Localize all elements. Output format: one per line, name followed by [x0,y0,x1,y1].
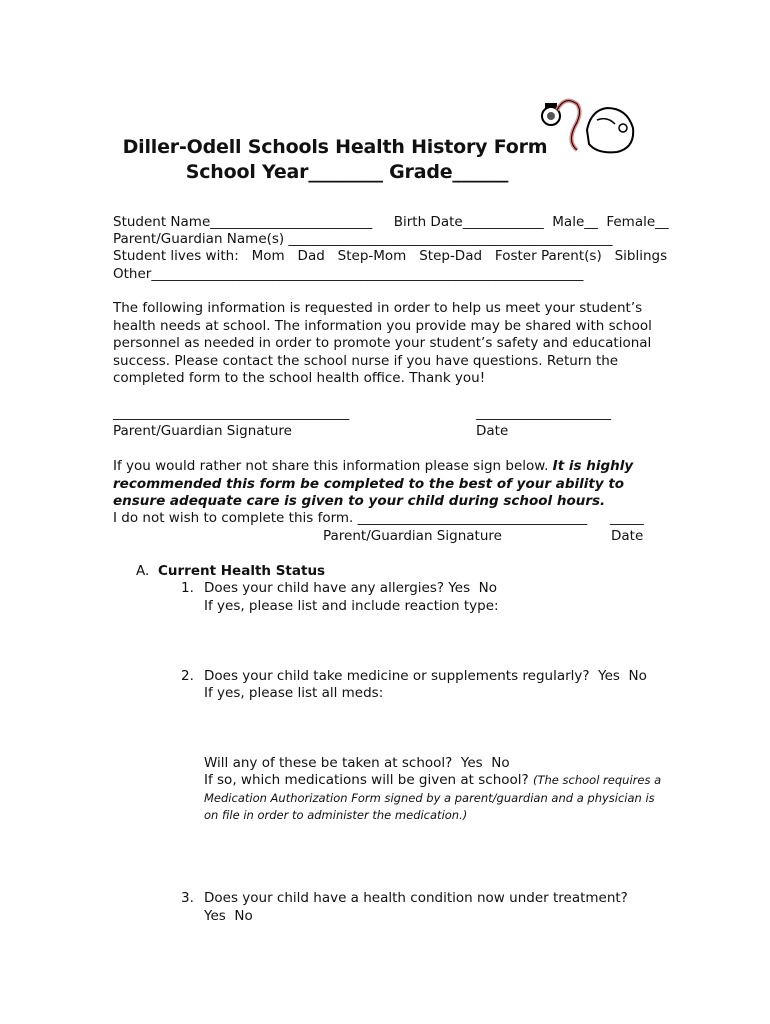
lives-with-line: Student lives with: Mom Dad Step-Mom Step-Dad Foster Parent(s) Siblings [113,248,668,264]
signature-line: ___________________________________ [113,405,350,421]
q2-number: 2. [181,668,194,684]
other-line: Other________________________________________________________________ [113,266,584,282]
q2-medication-note: (The school requires a Medication Authorization Form signed by a parent/guardian and a physician is on file in order to administer the medication.) [204,773,662,822]
date-label: Date [476,423,509,439]
decline-date-line: _____ [610,510,644,526]
decline-date-label: Date [611,528,644,544]
date-line: ____________________ [476,405,611,421]
q1-allergies: Does your child have any allergies? Yes No [204,580,498,596]
signature-label: Parent/Guardian Signature [113,423,292,439]
opt-out-paragraph [113,458,653,511]
q3-condition: Does your child have a health condition now under treatment? [204,890,628,906]
decline-signature-label: Parent/Guardian Signature [323,528,502,544]
q3-sub: Yes No [204,908,253,924]
stethoscope-icon [535,90,640,158]
q2-sub: If yes, please list all meds: [204,685,384,701]
section-heading: Current Health Status [158,563,326,579]
decline-line: I do not wish to complete this form. __________________________________ [113,510,588,526]
q2-medicine: Does your child take medicine or supplements regularly? Yes No [204,668,647,684]
student-name-line: Student Name________________________ Birth Date____________ Male__ Female__ [113,214,669,230]
q1-number: 1. [181,580,194,596]
parent-name-line: Parent/Guardian Name(s) ________________________________________________ [113,231,613,247]
intro-paragraph: The following information is requested in order to help us meet your student’s health needs at school. The information you provide may be shared with school personnel as needed in order to promote your student’s safety and educational success. Please contact the school nurse if you have questions. Return the completed form to the school health office. Thank you! [113,300,652,386]
q1-sub: If yes, please list and include reaction type: [204,598,499,614]
school-year-grade: School Year________ Grade______ [185,161,509,183]
q3-number: 3. [181,890,194,906]
q2-which-text: If so, which medications will be given at school? [204,772,529,788]
section-letter: A. [136,563,150,579]
opt-out-emphasis: It is highly recommended this form be completed to the best of your ability to ensure adequate care is given to your child during school hours. [113,458,634,509]
opt-out-text: If you would rather not share this information please sign below. [113,458,549,474]
form-title: Diller-Odell Schools Health History Form [122,136,548,158]
q2-which-meds [204,772,664,825]
q2-at-school: Will any of these be taken at school? Yes No [204,755,510,771]
